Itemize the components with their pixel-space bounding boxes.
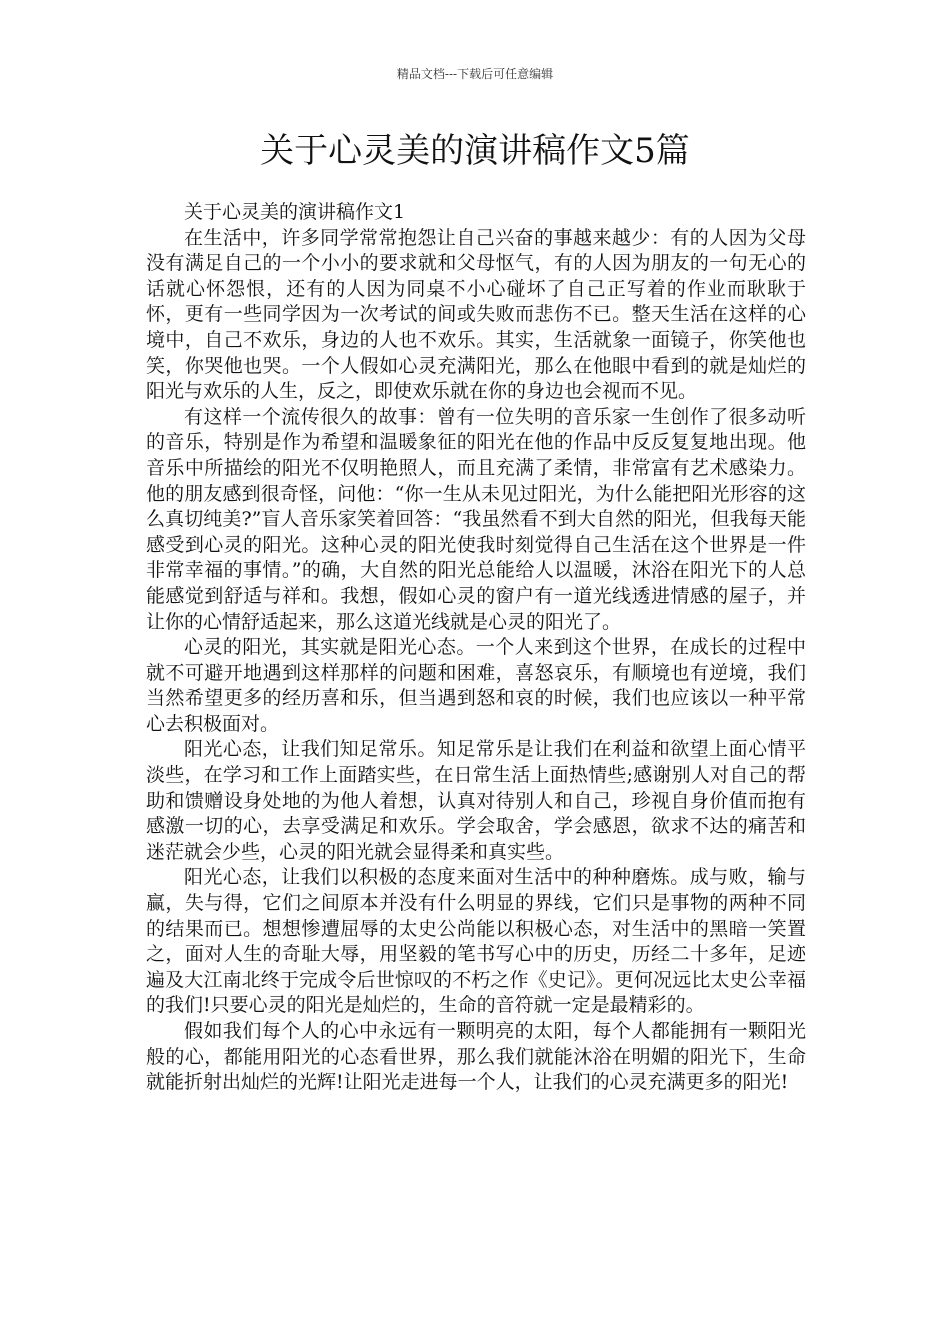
document-title: 关于心灵美的演讲稿作文5篇 <box>260 131 690 171</box>
paragraph: 阳光心态，让我们知足常乐。知足常乐是让我们在利益和欲望上面心情平淡些，在学习和工作上面踏实些，在日常生活上面热情些;感谢别人对自己的帮助和馈赠设身处地的为他人着想，认真对待别人和自己，珍视自身价值而抱有感激一切的心，去享受满足和欢乐。学会取舍，学会感恩，欲求不达的痛苦和迷茫就会少些，心灵的阳光就会显得柔和真实些。 <box>146 738 806 863</box>
paragraph: 心灵的阳光，其实就是阳光心态。一个人来到这个世界，在成长的过程中就不可避开地遇到这样那样的问题和困难，喜怒哀乐，有顺境也有逆境，我们当然希望更多的经历喜和乐，但当遇到怒和哀的时候，我们也应该以一种平常心去积极面对。 <box>146 636 806 735</box>
paragraph: 有这样一个流传很久的故事：曾有一位失明的音乐家一生创作了很多动听的音乐，特别是作为希望和温暖象征的阳光在他的作品中反反复复地出现。他音乐中所描绘的阳光不仅明艳照人，而且充满了柔情，非常富有艺术感染力。他的朋友感到很奇怪，问他：“你一生从未见过阳光，为什么能把阳光形容的这么真切纯美?”盲人音乐家笑着回答：“我虽然看不到大自然的阳光，但我每天能感受到心灵的阳光。这种心灵的阳光使我时刻觉得自己生活在这个世界是一件非常幸福的事情。”的确，大自然的阳光总能给人以温暖，沐浴在阳光下的人总能感觉到舒适与祥和。我想，假如心灵的窗户有一道光线透进情感的屋子，并让你的心情舒适起来，那么这道光线就是心灵的阳光了。 <box>146 405 806 633</box>
paragraph: 在生活中，许多同学常常抱怨让自己兴奋的事越来越少：有的人因为父母没有满足自己的一个小小的要求就和父母怄气，有的人因为朋友的一句无心的话就心怀怨恨，还有的人因为同桌不小心碰坏了自己正写着的作业而耿耿于怀，更有一些同学因为一次考试的间或失败而悲伤不已。整天生活在这样的心境中，自己不欢乐，身边的人也不欢乐。其实，生活就象一面镜子，你笑他也笑，你哭他也哭。一个人假如心灵充满阳光，那么在他眼中看到的就是灿烂的阳光与欢乐的人生，反之，即使欢乐就在你的身边也会视而不见。 <box>146 226 806 403</box>
section-heading: 关于心灵美的演讲稿作文1 <box>184 201 406 223</box>
page-header-watermark: 精品文档---下载后可任意编辑 <box>396 67 554 81</box>
paragraph: 阳光心态，让我们以积极的态度来面对生活中的种种磨炼。成与败，输与赢，失与得，它们之间原本并没有什么明显的界线，它们只是事物的两种不同的结果而已。想想惨遭屈辱的太史公尚能以积极心态，对生活中的黑暗一笑置之，面对人生的奇耻大辱，用坚毅的笔书写心中的历史，历经二十多年，足迹遍及大江南北终于完成令后世惊叹的不朽之作《史记》。更何况远比太史公幸福的我们!只要心灵的阳光是灿烂的，生命的音符就一定是最精彩的。 <box>146 866 806 1017</box>
document-body <box>146 200 806 1096</box>
paragraph: 假如我们每个人的心中永远有一颗明亮的太阳，每个人都能拥有一颗阳光般的心，都能用阳光的心态看世界，那么我们就能沐浴在明媚的阳光下，生命就能折射出灿烂的光辉!让阳光走进每一个人，让我们的心灵充满更多的阳光! <box>146 1020 806 1094</box>
